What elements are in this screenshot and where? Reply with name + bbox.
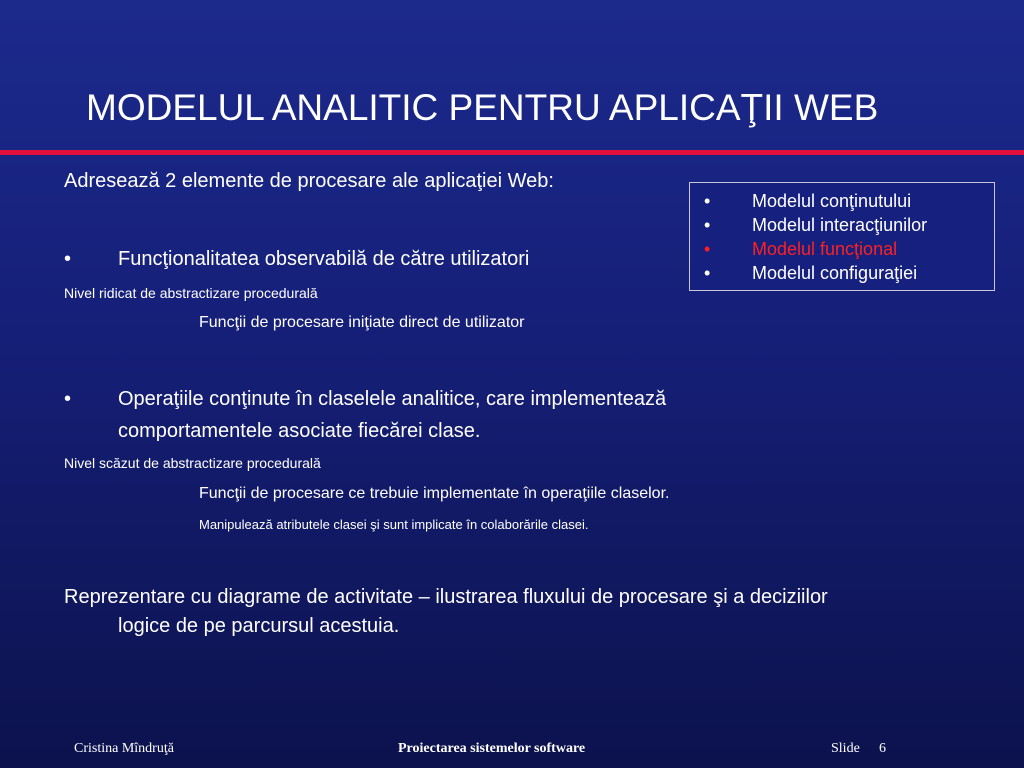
model-item-label: Modelul interacţiunilor xyxy=(752,215,928,235)
point2-level: Nivel scăzut de abstractizare procedurală xyxy=(64,455,321,471)
models-list xyxy=(690,183,994,285)
list-bullet: • xyxy=(704,239,711,259)
intro-text: Adresează 2 elemente de procesare ale aplicaţiei Web: xyxy=(64,170,554,192)
point1-detail: Funcţii de procesare iniţiate direct de utilizator xyxy=(199,314,525,331)
representation-line1: Reprezentare cu diagrame de activitate – ilustrarea fluxului de procesare şi a deciziilor xyxy=(64,586,828,608)
slide-title: MODELUL ANALITIC PENTRU APLICAŢII WEB xyxy=(86,87,879,128)
model-item-interactions xyxy=(690,213,994,237)
bullet-point-2: • xyxy=(64,388,72,410)
footer-course-title: Proiectarea sistemelor software xyxy=(398,741,586,756)
model-item-content xyxy=(690,189,994,213)
list-bullet: • xyxy=(704,263,711,283)
models-callout-box xyxy=(689,182,995,291)
representation-line2: logice de pe parcursul acestuia. xyxy=(118,615,400,637)
point2-detail-1: Funcţii de procesare ce trebuie implementate în operaţiile claselor. xyxy=(199,485,670,502)
point2-detail-2: Manipulează atributele clasei şi sunt implicate în colaborările clasei. xyxy=(199,517,589,532)
list-bullet: • xyxy=(704,215,711,235)
bullet-point-1: • xyxy=(64,248,72,270)
model-item-label: Modelul configuraţiei xyxy=(752,263,918,283)
point2-heading-line1: Operaţiile conţinute în claselele analitice, care implementează xyxy=(118,388,667,410)
footer-slide-label: Slide xyxy=(831,741,860,756)
point2-heading-line2: comportamentele asociate fiecărei clase. xyxy=(118,420,481,442)
model-item-functional xyxy=(690,237,994,261)
point1-heading: Funcţionalitatea observabilă de către utilizatori xyxy=(118,248,530,270)
footer-author: Cristina Mîndruţă xyxy=(74,741,174,756)
model-item-label: Modelul conţinutului xyxy=(752,191,912,211)
point1-level: Nivel ridicat de abstractizare procedurală xyxy=(64,285,318,301)
title-divider xyxy=(0,150,1024,155)
footer-slide-number: 6 xyxy=(879,741,886,756)
model-item-configuration xyxy=(690,261,994,285)
list-bullet: • xyxy=(704,191,711,211)
model-item-label: Modelul funcţional xyxy=(752,239,898,259)
